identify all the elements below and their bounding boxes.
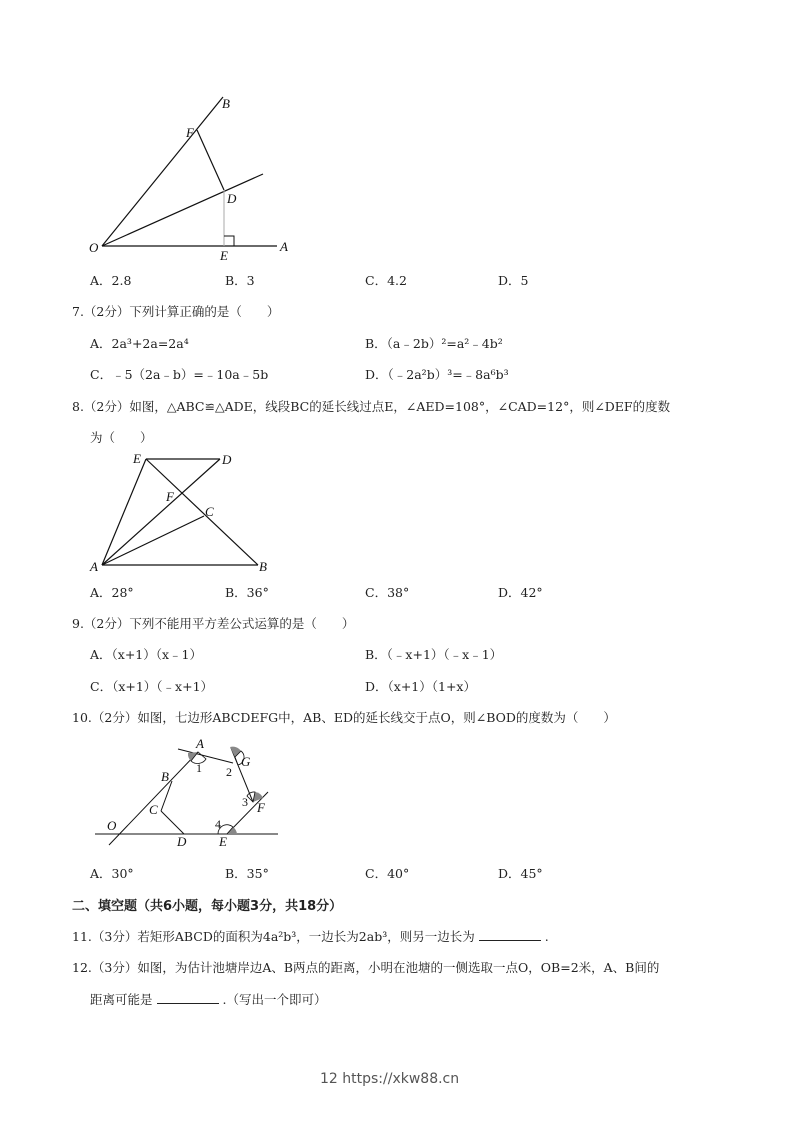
q8-option-d: D．42° — [498, 585, 543, 600]
q10-figure — [85, 730, 285, 855]
q8-option-b: B．36° — [225, 585, 269, 600]
svg-text:D: D — [177, 834, 187, 849]
q7-option-d: D．（﹣2a²b）³=﹣8a⁶b³ — [365, 367, 509, 382]
svg-text:B: B — [161, 769, 169, 784]
q10-option-b: B．35° — [225, 866, 269, 881]
q7-option-a: A．2a³+2a=2a⁴ — [90, 336, 189, 351]
svg-text:O: O — [89, 240, 99, 255]
q12-stem-end: .（写出一个即可） — [222, 992, 327, 1007]
svg-text:E: E — [133, 451, 141, 466]
svg-text:1: 1 — [196, 761, 202, 775]
svg-text:B: B — [259, 559, 267, 574]
q12-answer-blank[interactable] — [157, 991, 219, 1004]
q9-option-d: D．（x+1）（1+x） — [365, 679, 476, 694]
svg-text:3: 3 — [242, 795, 248, 809]
q10-option-c: C．40° — [365, 866, 410, 881]
q8-option-c: C．38° — [365, 585, 410, 600]
q8-stem-line1: 8.（2分）如图，△ABC≌△ADE，线段BC的延长线过点E，∠AED=108°，∠CAD=12°，则∠DEF的度数 — [72, 399, 671, 414]
q8-stem-line2: 为（ ） — [90, 430, 153, 445]
q10-option-d: D．45° — [498, 866, 543, 881]
svg-text:D: D — [227, 191, 237, 206]
svg-text:A: A — [196, 736, 204, 751]
svg-text:B: B — [222, 96, 230, 111]
svg-text:G: G — [241, 754, 251, 769]
q11-answer-blank[interactable] — [479, 928, 541, 941]
q10-stem: 10.（2分）如图，七边形ABCDEFG中，AB、ED的延长线交于点O，则∠BOD的度数为（ ） — [72, 710, 616, 725]
svg-text:A: A — [90, 559, 98, 574]
q6-option-b: B．3 — [225, 273, 255, 288]
svg-text:C: C — [205, 504, 214, 519]
q9-option-b: B．（﹣x+1）（﹣x﹣1） — [365, 647, 503, 662]
q9-option-a: A．（x+1）（x﹣1） — [90, 647, 203, 662]
q11-stem-end: . — [544, 929, 549, 944]
q9-option-c: C．（x+1）（﹣x+1） — [90, 679, 214, 694]
svg-text:O: O — [107, 818, 117, 833]
svg-text:C: C — [149, 802, 158, 817]
svg-text:D: D — [222, 452, 232, 467]
svg-text:E: E — [220, 248, 228, 263]
svg-text:F: F — [186, 125, 194, 140]
q7-stem: 7.（2分）下列计算正确的是（ ） — [72, 304, 280, 319]
q8-option-a: A．28° — [90, 585, 134, 600]
q6-option-c: C．4.2 — [365, 273, 407, 288]
page-footer: 12 https://xkw88.cn — [320, 1071, 460, 1087]
q7-option-b: B．（a﹣2b）²=a²﹣4b² — [365, 336, 503, 351]
q12-stem-text: 距离可能是 — [90, 992, 153, 1007]
q11-stem-text: 11.（3分）若矩形ABCD的面积为4a²b³，一边长为2ab³，则另一边长为 — [72, 929, 475, 944]
q10-option-a: A．30° — [90, 866, 134, 881]
svg-text:4: 4 — [215, 817, 221, 831]
q6-option-a: A．2.8 — [90, 273, 132, 288]
section2-title: 二、填空题（共6小题，每小题3分，共18分） — [72, 899, 343, 914]
q6-figure — [80, 90, 300, 270]
svg-text:2: 2 — [226, 765, 232, 779]
svg-text:F: F — [166, 489, 174, 504]
q6-option-d: D．5 — [498, 273, 529, 288]
q8-figure — [80, 445, 280, 575]
q9-stem: 9.（2分）下列不能用平方差公式运算的是（ ） — [72, 616, 355, 631]
q7-option-c: C．﹣5（2a﹣b）=﹣10a﹣5b — [90, 367, 269, 382]
q11-stem — [72, 927, 549, 945]
svg-text:F: F — [257, 800, 265, 815]
q12-stem-line1: 12.（3分）如图，为估计池塘岸边A、B两点的距离，小明在池塘的一侧选取一点O，OB=2米，A、B间的 — [72, 960, 660, 975]
svg-text:A: A — [280, 239, 288, 254]
q12-stem-line2 — [90, 990, 327, 1008]
svg-text:E: E — [219, 834, 227, 849]
